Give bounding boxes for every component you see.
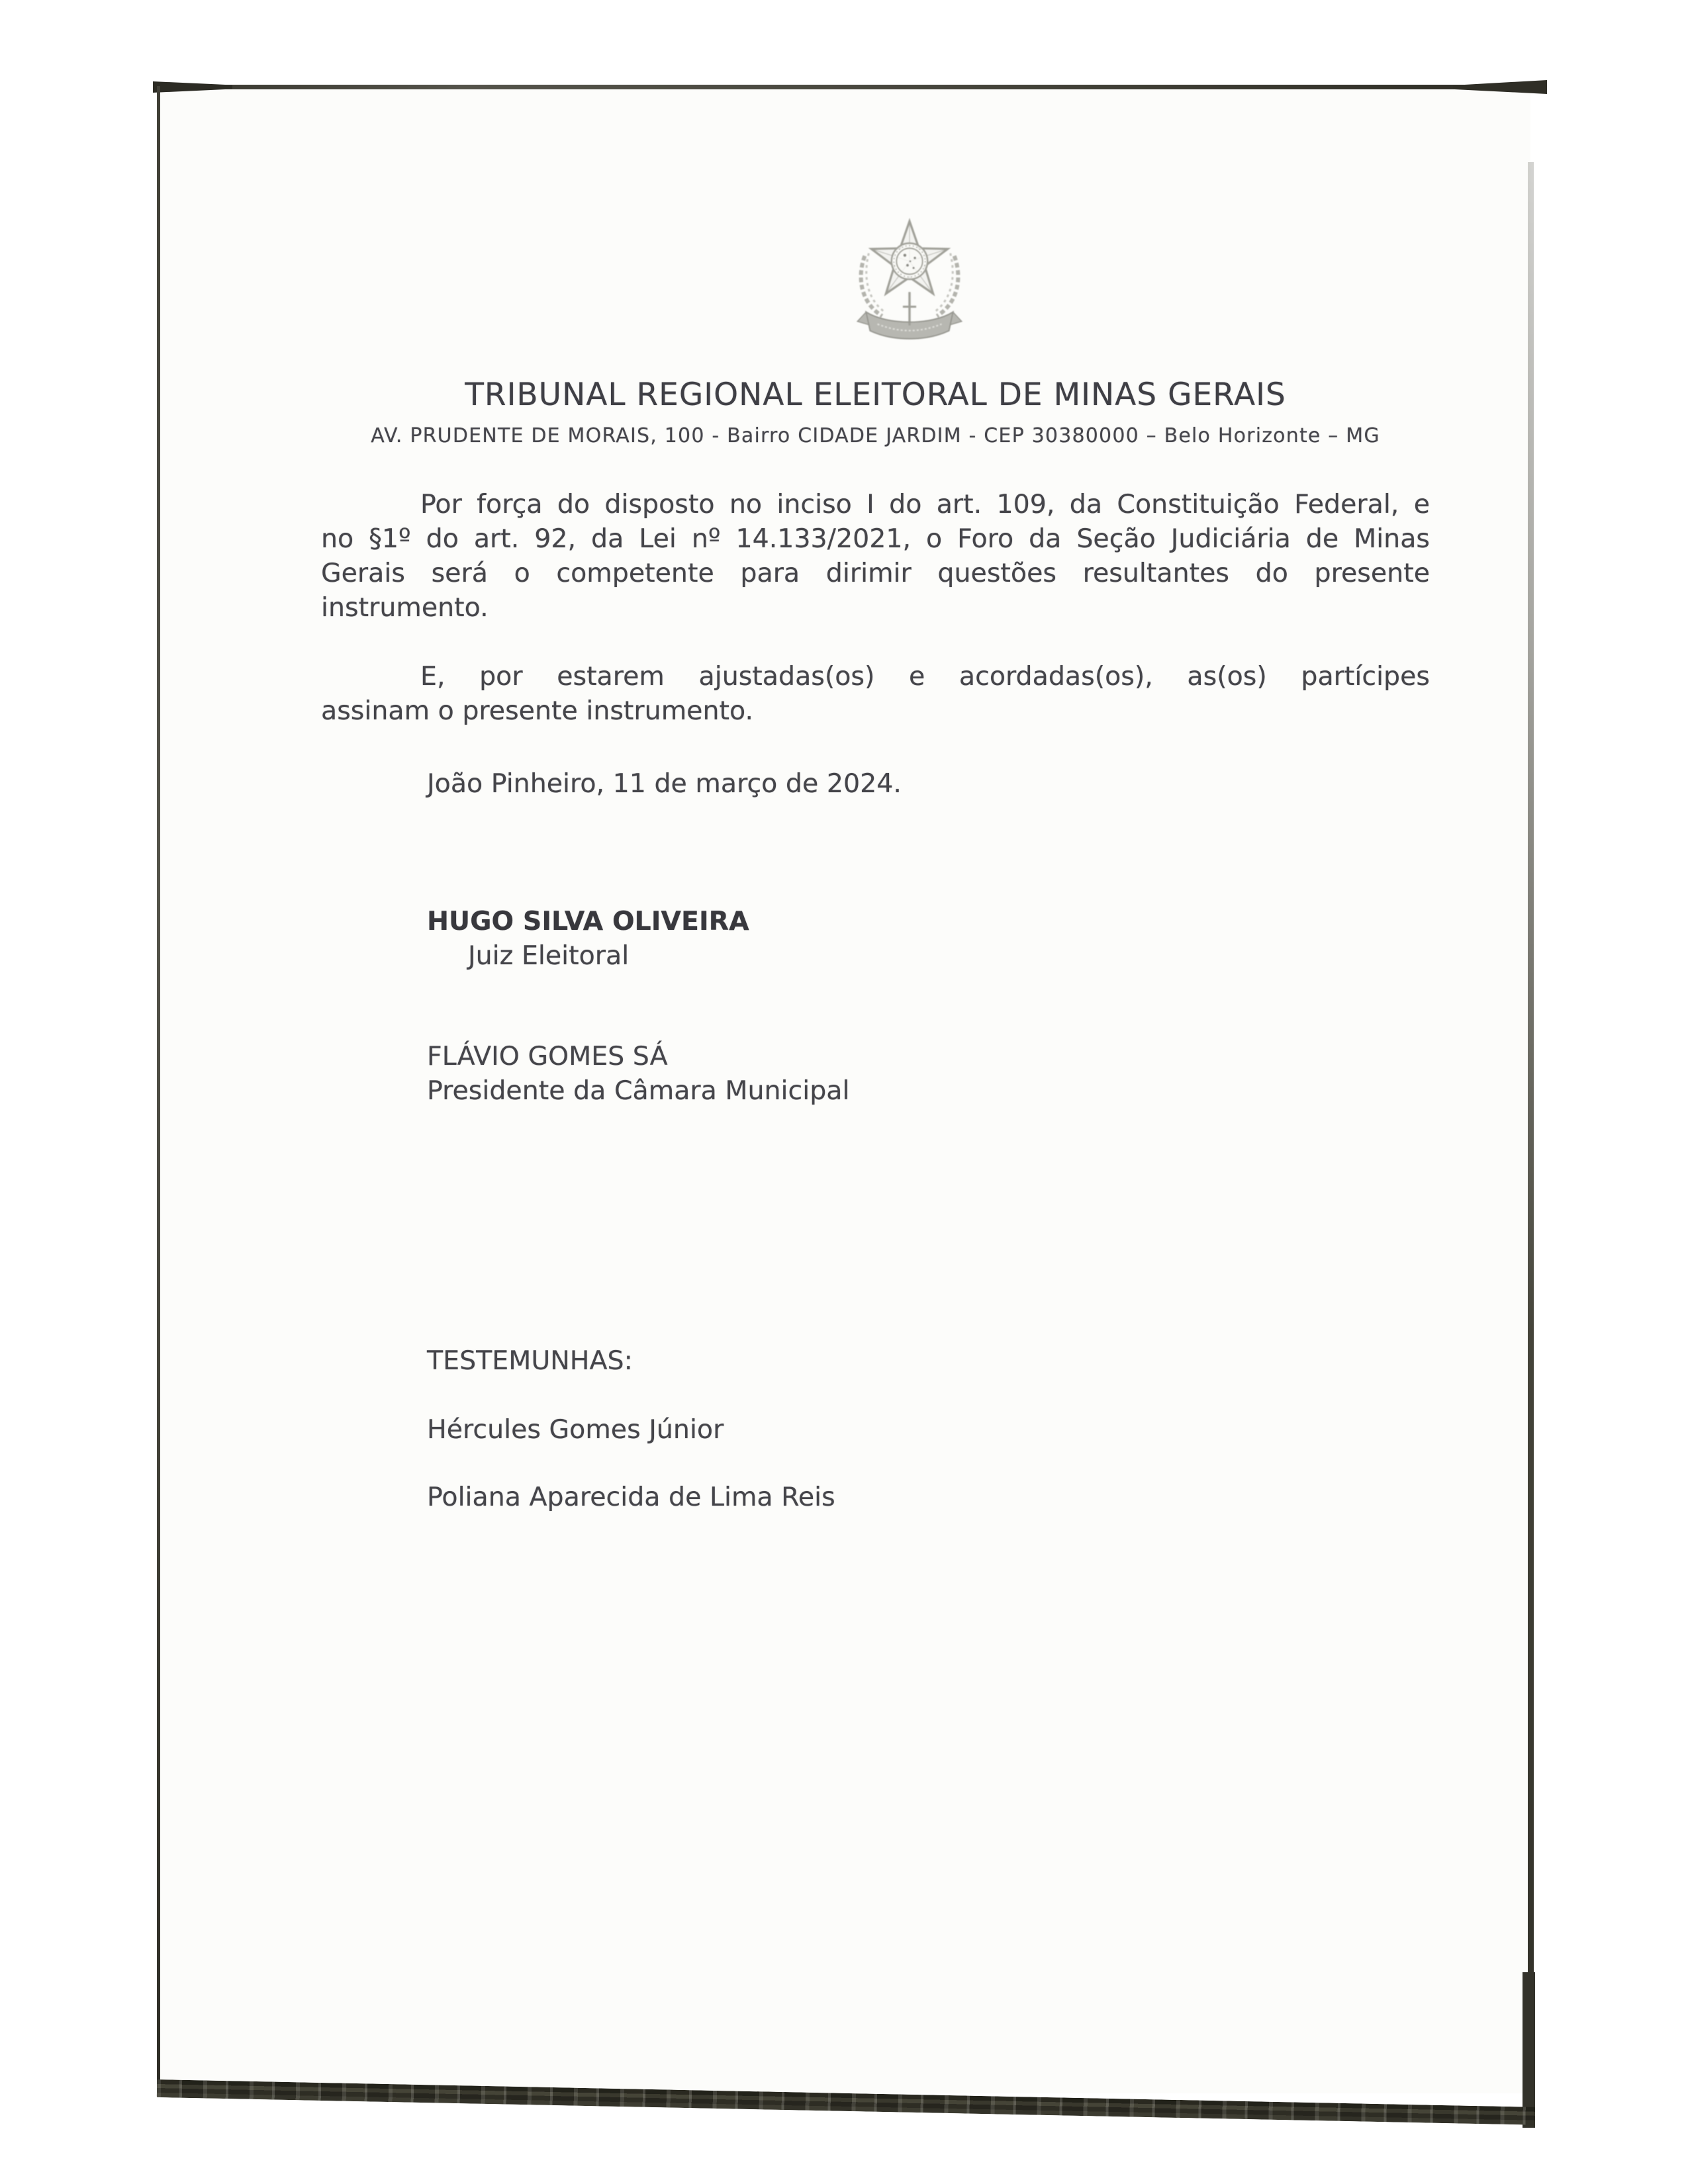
witnesses-label: TESTEMUNHAS: [427, 1345, 633, 1376]
paragraph-line: E, por estarem ajustadas(os) e acordadas(os), as(os) partícipes [420, 661, 1430, 692]
paper-left-edge [157, 86, 160, 2088]
witness-name: Poliana Aparecida de Lima Reis [427, 1482, 835, 1512]
dateline: João Pinheiro, 11 de março de 2024. [427, 768, 902, 799]
witness-name: Hércules Gomes Júnior [427, 1414, 724, 1445]
signature-name: HUGO SILVA OLIVEIRA [427, 906, 749, 936]
signature-role: Presidente da Câmara Municipal [427, 1075, 850, 1106]
paragraph-line: Gerais será o competente para dirimir questões resultantes do presente [321, 558, 1430, 588]
signature-name: FLÁVIO GOMES SÁ [427, 1041, 668, 1071]
paragraph-line: Por força do disposto no inciso I do art. 109, da Constituição Federal, e [420, 489, 1430, 520]
brazil-coat-of-arms-icon [846, 206, 973, 347]
tribunal-address: AV. PRUDENTE DE MORAIS, 100 - Bairro CIDADE JARDIM - CEP 30380000 – Belo Horizonte – MG [371, 424, 1380, 447]
body-paragraph-2 [321, 659, 1430, 728]
signature-role: Juiz Eleitoral [468, 940, 630, 971]
paper-right-edge [1528, 162, 1534, 2115]
paper-right-edge-foot [1523, 1972, 1535, 2128]
paper-top-edge [157, 85, 1546, 89]
body-paragraph-1 [321, 487, 1430, 625]
paragraph-line: instrumento. [321, 592, 489, 623]
paragraph-line: assinam o presente instrumento. [321, 696, 754, 726]
paragraph-line: no §1º do art. 92, da Lei nº 14.133/2021, o Foro da Seção Judiciária de Minas [321, 523, 1430, 554]
tribunal-title: TRIBUNAL REGIONAL ELEITORAL DE MINAS GERAIS [465, 377, 1286, 413]
